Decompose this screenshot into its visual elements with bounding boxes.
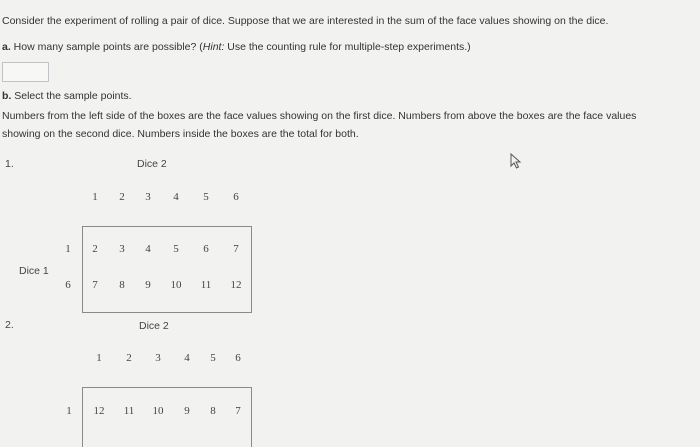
option-1-col-header: 4 [173,191,179,203]
option-1-cell: 2 [92,243,98,255]
option-2-col-header: 5 [210,352,216,364]
option-2-cell: 8 [210,405,216,417]
option-1-cell: 10 [170,279,182,291]
option-1-col-header: 3 [145,191,151,203]
option-2-row-header: 1 [66,405,72,417]
explanation-line-1: Numbers from the left side of the boxes are the face values showing on the first dice. Numbers from above the boxes are the face values [2,110,637,122]
option-2-col-header: 2 [126,352,132,364]
option-1-cell: 5 [173,243,179,255]
sample-points-answer-input[interactable] [2,62,49,82]
option-2-cell: 11 [123,405,135,417]
option-1-cell: 6 [203,243,209,255]
option-1-cell: 9 [145,279,151,291]
option-1-cell: 12 [230,279,242,291]
option-2-cell: 9 [184,405,190,417]
hint-label: Hint: [202,41,225,53]
option-2-cell: 10 [152,405,164,417]
part-b-question [2,90,132,102]
option-1-cell: 7 [92,279,98,291]
option-2-col-header: 3 [155,352,161,364]
part-a-question [2,41,471,53]
option-2-cell: 7 [235,405,241,417]
option-1-cell: 4 [145,243,151,255]
option-2-col-header: 1 [96,352,102,364]
option-1-col-header: 5 [203,191,209,203]
option-2-table-box [82,387,252,447]
option-2-dice2-label: Dice 2 [139,320,169,332]
option-1-number: 1. [5,158,14,170]
option-1-cell: 8 [119,279,125,291]
option-2-col-header: 4 [184,352,190,364]
option-1-table-box [82,226,252,313]
part-b-label: b. [2,90,12,102]
option-1-row-header: 1 [65,243,71,255]
part-a-label: a. [2,41,11,53]
option-1-cell: 7 [233,243,239,255]
option-1-cell: 11 [200,279,212,291]
option-2-number: 2. [5,319,14,331]
option-1-col-header: 6 [233,191,239,203]
option-1-cell: 3 [119,243,125,255]
option-1-row-header: 6 [65,279,71,291]
option-1-col-header: 2 [119,191,125,203]
intro-text: Consider the experiment of rolling a pair of dice. Suppose that we are interested in the sum of the face values showing on the dice. [2,15,609,27]
option-2-cell: 12 [93,405,105,417]
option-1-dice2-label: Dice 2 [137,158,167,170]
option-1-col-header: 1 [92,191,98,203]
explanation-line-2: showing on the second dice. Numbers inside the boxes are the total for both. [2,128,359,140]
part-b-text: Select the sample points. [11,90,132,102]
option-1-dice1-label: Dice 1 [19,265,49,277]
hint-text: Use the counting rule for multiple-step experiments.) [224,41,471,53]
mouse-cursor-icon [509,153,523,169]
option-2-col-header: 6 [235,352,241,364]
part-a-text: How many sample points are possible? ( [10,41,203,53]
